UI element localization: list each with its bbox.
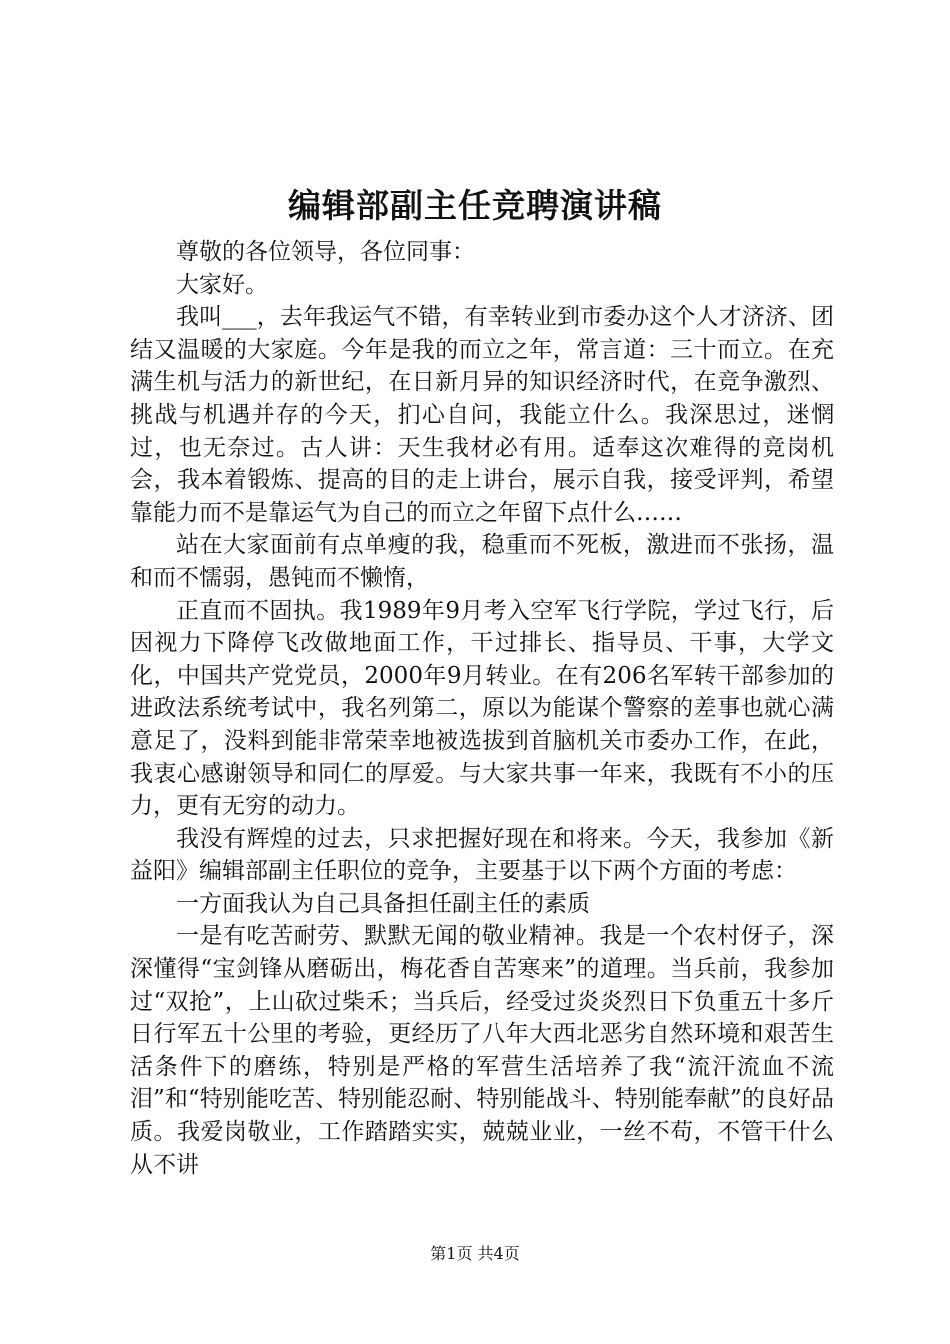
body-paragraph: 正直而不固执。我1989年9月考入空军飞行学院，学过飞行，后因视力下降停飞改做地面工作，干过排长、指导员、干事，大学文化，中国共产党党员，2000年9月转业。在有206名军转干部参加的进政法系统考试中，我名列第二，原以为能谋个警察的差事也就心满意足了，没料到能非常荣幸地被选拔到首脑机关市委办工作，在此，我衷心感谢领导和同仁的厚爱。与大家共事一年来，我既有不小的压力，更有无穷的动力。 [130,597,834,820]
greeting-paragraph: 大家好。 [176,271,268,298]
body-paragraph: 一是有吃苦耐劳、默默无闻的敬业精神。我是一个农村伢子，深深懂得“宝剑锋从磨砺出，梅花香自苦寒来”的道理。当兵前，我参加过“双抢”，上山砍过柴禾；当兵后，经受过炎炎烈日下负重五十多斤日行军五十公里的考验，更经历了八年大西北恶劣自然环境和艰苦生活条件下的磨练，特别是严格的军营生活培养了我“流汗流血不流泪”和“特别能吃苦、特别能忍耐、特别能战斗、特别能奉献”的良好品质。我爱岗敬业，工作踏踏实实，兢兢业业，一丝不苟，不管干什么从不讲 [130,923,834,1178]
salutation-paragraph: 尊敬的各位领导，各位同事： [176,239,475,265]
document-body [130,236,834,1181]
page-title: 编辑部副主任竞聘演讲稿 [288,186,662,225]
body-paragraph: 我叫___，去年我运气不错，有幸转业到市委办这个人才济济、团结又温暖的大家庭。今年是我的而立之年，常言道：三十而立。在充满生机与活力的新世纪，在日新月异的知识经济时代，在竞争激烈、挑战与机遇并存的今天，扪心自问，我能立什么。我深思过，迷惘过，也无奈过。古人讲：天生我材必有用。适奉这次难得的竞岗机会，我本着锻炼、提高的目的走上讲台，展示自我，接受评判，希望靠能力而不是靠运气为自己的而立之年留下点什么…… [130,304,834,526]
body-paragraph: 站在大家面前有点单瘦的我，稳重而不死板，激进而不张扬，温和而不懦弱，愚钝而不懒惰， [130,532,834,591]
page-footer: 第1页 共4页 [430,1244,520,1263]
body-paragraph: 我没有辉煌的过去，只求把握好现在和将来。今天，我参加《新益阳》编辑部副主任职位的竞争，主要基于以下两个方面的考虑： [130,825,834,885]
section-heading-paragraph: 一方面我认为自己具备担任副主任的素质 [176,890,590,917]
